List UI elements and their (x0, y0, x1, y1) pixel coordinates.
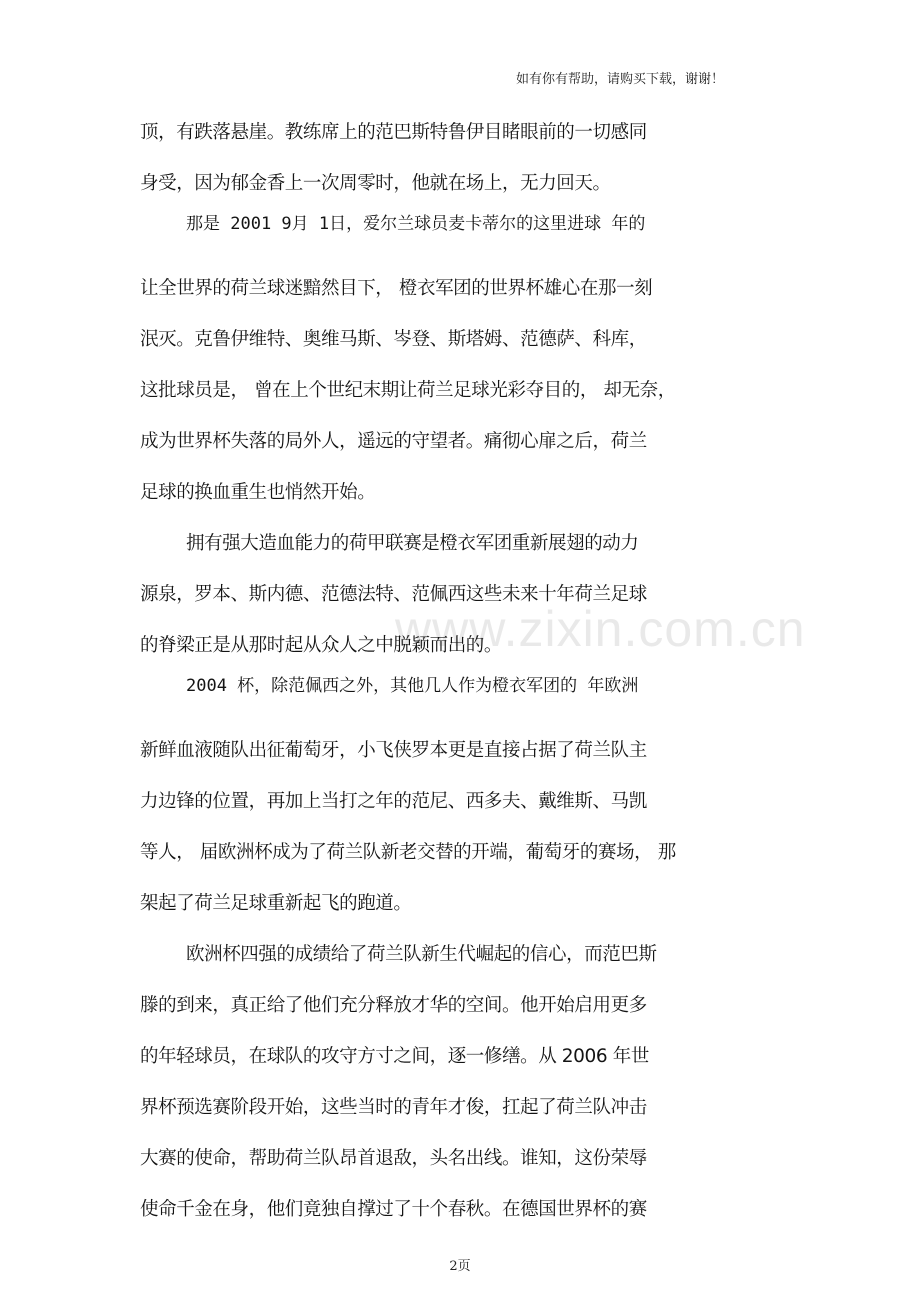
text-line: 使命千金在身，他们竟独自撑过了十个春秋。在德国世界杯的赛 (140, 1199, 647, 1220)
text-line: 身受，因为郁金香上一次周零时，他就在场上，无力回天。 (140, 173, 611, 194)
text-line: 2004 杯，除范佩西之外，其他几人作为橙衣军团的 年欧洲 (186, 676, 639, 696)
text-line: 滕的到来，真正给了他们充分释放才华的空间。他开始启用更多 (140, 995, 647, 1016)
watermark: www.zixin.com.cn (395, 601, 806, 657)
text-line: 源泉，罗本、斯内德、范德法特、范佩西这些未来十年荷兰足球 (140, 584, 647, 605)
text-line: 让全世界的荷兰球迷黯然目下， 橙衣军团的世界杯雄心在那一刻 (140, 278, 653, 299)
text-line: 等人， 届欧洲杯成为了荷兰队新老交替的开端，葡萄牙的赛场， 那 (140, 842, 676, 863)
text-line: 足球的换血重生也悄然开始。 (140, 482, 376, 503)
text-line: 这批球员是， 曾在上个世纪末期让荷兰足球光彩夺目的， 却无奈， (140, 380, 676, 401)
text-line: 的年轻球员，在球队的攻守方寸之间，逐一修缮。从 2006 年世 (140, 1046, 649, 1067)
body-text (140, 110, 790, 1238)
page-number: 2页 (449, 1259, 471, 1274)
text-line: 架起了荷兰足球重新起飞的跑道。 (140, 893, 412, 914)
text-line: 力边锋的位置，再加上当打之年的范尼、西多夫、戴维斯、马凯 (140, 791, 647, 812)
text-line: 拥有强大造血能力的荷甲联赛是橙衣军团重新展翅的动力 (186, 533, 639, 554)
text-line: 泯灭。克鲁伊维特、奥维马斯、岑登、斯塔姆、范德萨、科库， (140, 329, 647, 350)
text-line: 大赛的使命，帮助荷兰队昂首退敌，头名出线。谁知，这份荣辱 (140, 1148, 647, 1169)
text-line: 的脊梁正是从那时起从众人之中脱颖而出的。 (140, 635, 503, 656)
text-line: 新鲜血液随队出征葡萄牙，小飞侠罗本更是直接占据了荷兰队主 (140, 740, 647, 761)
text-line: 顶，有跌落悬崖。教练席上的范巴斯特鲁伊目睹眼前的一切感同 (140, 122, 647, 143)
header-note: 如有你有帮助，请购买下载，谢谢！ (515, 72, 724, 87)
text-line: 欧洲杯四强的成绩给了荷兰队新生代崛起的信心，而范巴斯 (186, 944, 657, 965)
text-line: 那是 2001 9月 1日，爱尔兰球员麦卡蒂尔的这里进球 年的 (186, 214, 646, 234)
text-line: 界杯预选赛阶段开始，这些当时的青年才俊，扛起了荷兰队冲击 (140, 1097, 647, 1118)
text-line: 成为世界杯失落的局外人，遥远的守望者。痛彻心扉之后，荷兰 (140, 431, 647, 452)
